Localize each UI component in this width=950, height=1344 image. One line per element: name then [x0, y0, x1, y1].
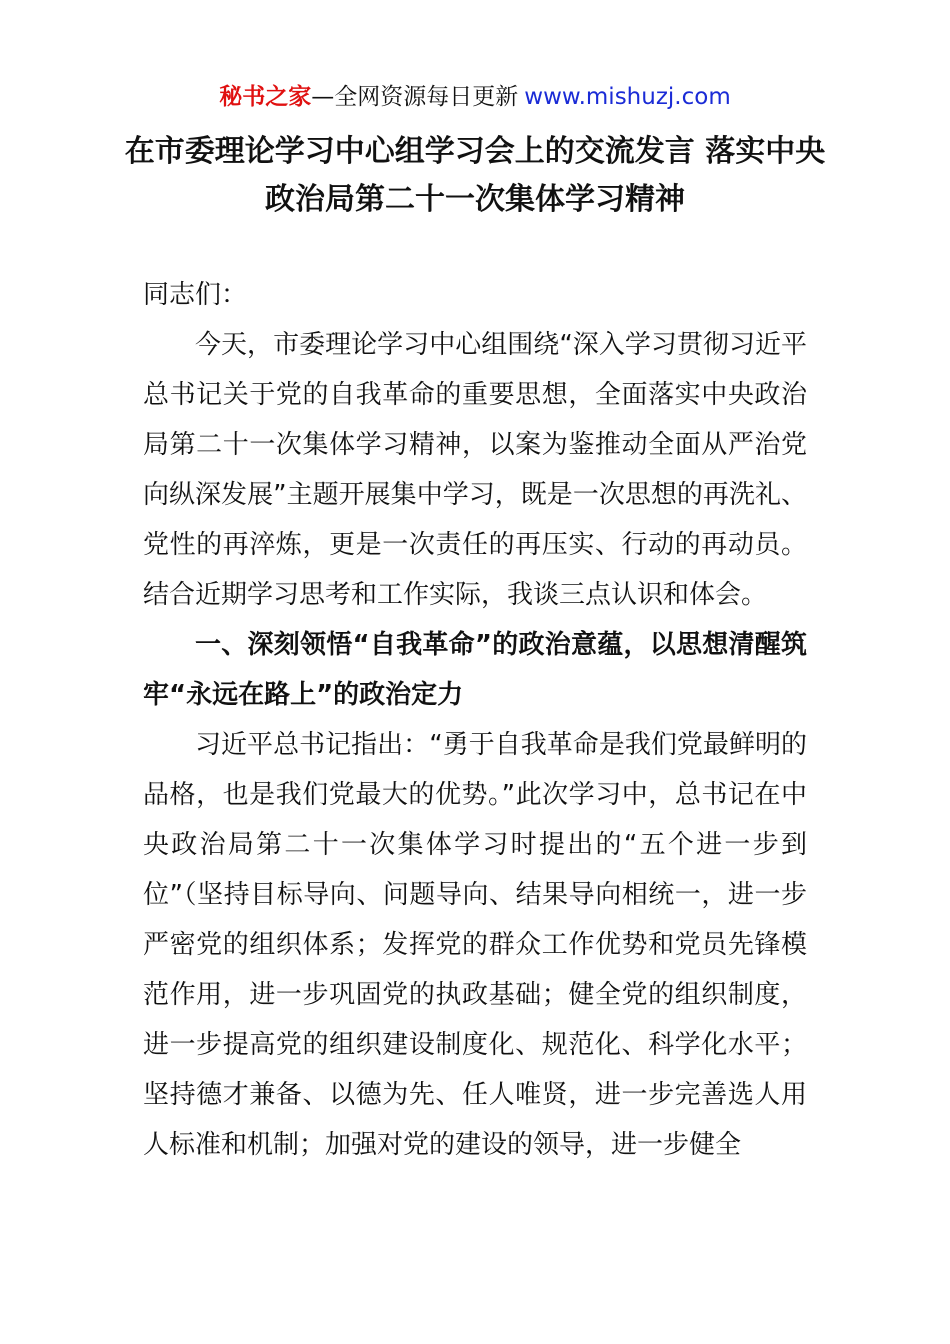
site-banner	[0, 80, 950, 114]
document-title: 在市委理论学习中心组学习会上的交流发言 落实中央政治局第二十一次集体学习精神	[124, 134, 826, 217]
banner-tagline: —全网资源每日更新	[311, 84, 519, 110]
salutation: 同志们：	[143, 280, 248, 310]
section-heading-1: 一、深刻领悟“自我革命”的政治意蕴，以思想清醒筑牢“永远在路上”的政治定力	[143, 630, 807, 710]
document-body	[143, 270, 807, 1170]
body-paragraph-section-1: 习近平总书记指出：“勇于自我革命是我们党最鲜明的品格，也是我们党最大的优势。”此次学习中，总书记在中央政治局第二十一次集体学习时提出的“五个进一步到位”（坚持目标导向、问题导向、结果导向相统一，进一步严密党的组织体系；发挥党的群众工作优势和党员先锋模范作用，进一步巩固党的执政基础；健全党的组织制度，进一步提高党的组织建设制度化、规范化、科学化水平；坚持德才兼备、以德为先、任人唯贤，进一步完善选人用人标准和机制；加强对党的建设的领导，进一步健全	[143, 730, 807, 1160]
brand-name: 秘书之家	[219, 84, 312, 110]
site-url-link[interactable]: www.mishuzj.com	[524, 84, 731, 110]
body-paragraph-intro: 今天，市委理论学习中心组围绕“深入学习贯彻习近平总书记关于党的自我革命的重要思想，全面落实中央政治局第二十一次集体学习精神，以案为鉴推动全面从严治党向纵深发展”主题开展集中学习，既是一次思想的再洗礼、党性的再淬炼，更是一次责任的再压实、行动的再动员。结合近期学习思考和工作实际，我谈三点认识和体会。	[143, 330, 807, 610]
